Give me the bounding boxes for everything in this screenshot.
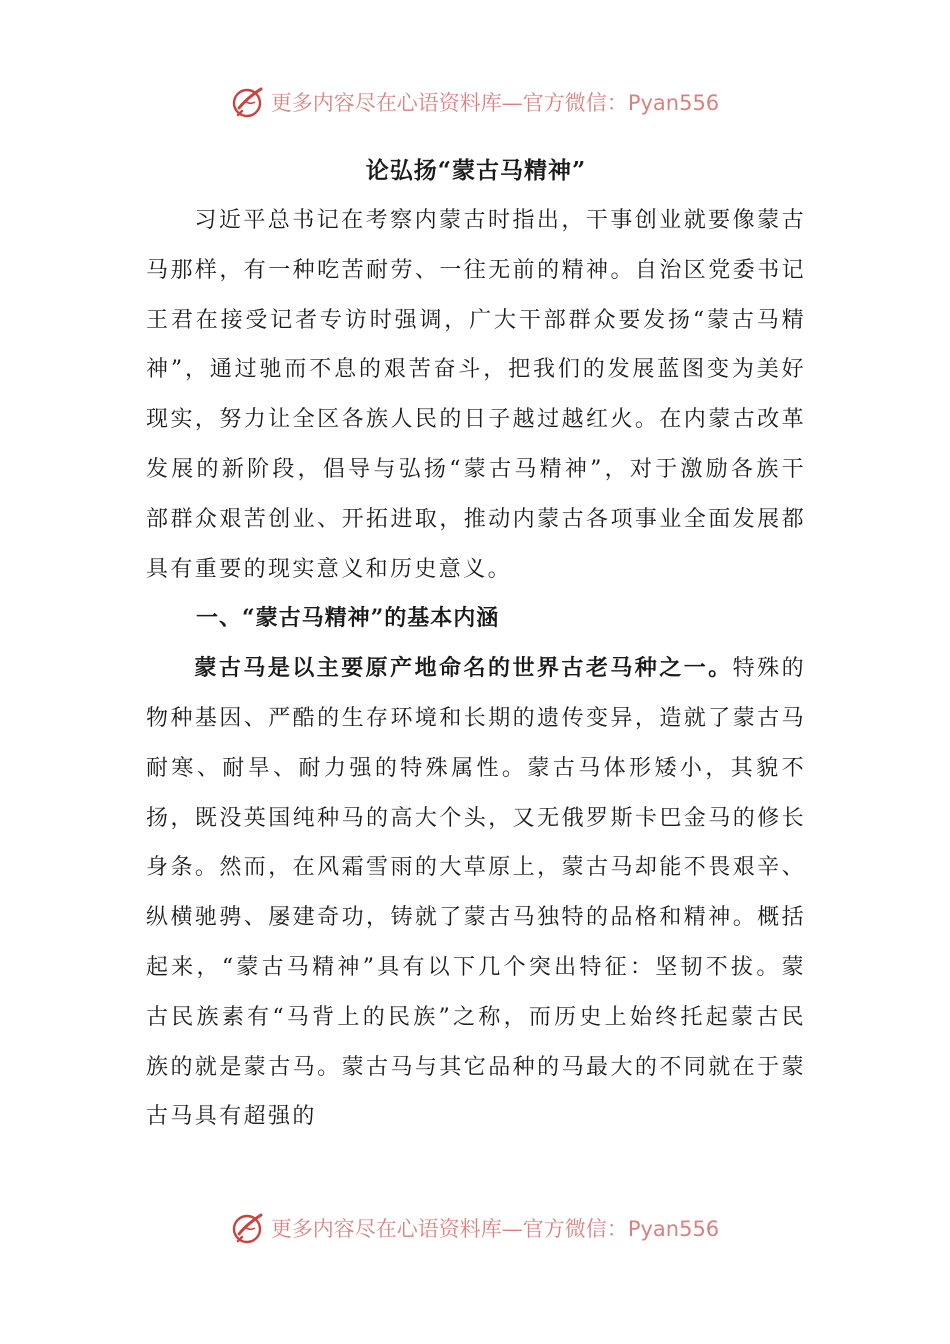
pen-logo-icon — [231, 84, 267, 120]
watermark-text: 更多内容尽在心语资料库—官方微信：Pyan556 — [270, 1217, 720, 1241]
watermark-banner-top — [0, 82, 950, 122]
document-title: 论弘扬“蒙古马精神” — [365, 157, 587, 184]
pen-logo-icon — [231, 1210, 267, 1246]
document-body — [146, 146, 806, 1142]
paragraph-body-text: 特殊的物种基因、严酷的生存环境和长期的遗传变异，造就了蒙古马耐寒、耐旱、耐力强的特殊属性。蒙古马体形矮小，其貌不扬，既没英国纯种马的高大个头，又无俄罗斯卡巴金马的修长身条。然而，在风霜雪雨的大草原上，蒙古马却能不畏艰辛、纵横驰骋、屡建奇功，铸就了蒙古马独特的品格和精神。概括起来，“蒙古马精神”具有以下几个突出特征：坚韧不拔。蒙古民族素有“马背上的民族”之称，而历史上始终托起蒙古民族的就是蒙古马。蒙古马与其它品种的马最大的不同就在于蒙古马具有超强的 — [146, 656, 806, 1130]
section-heading-1: 一、“蒙古马精神”的基本内涵 — [196, 605, 500, 632]
watermark-banner-bottom — [0, 1208, 950, 1248]
paragraph-lead-sentence: 蒙古马是以主要原产地命名的世界古老马种之一。 — [194, 655, 733, 682]
paragraph-section-1 — [146, 644, 806, 1142]
paragraph-intro: 习近平总书记在考察内蒙古时指出，干事创业就要像蒙古马那样，有一种吃苦耐劳、一往无前的精神。自治区党委书记王君在接受记者专访时强调，广大干部群众要发扬“蒙古马精神”，通过驰而不息的艰苦奋斗，把我们的发展蓝图变为美好现实，努力让全区各族人民的日子越过越红火。在内蒙古改革发展的新阶段，倡导与弘扬“蒙古马精神”，对于激励各族干部群众艰苦创业、开拓进取，推动内蒙古各项事业全面发展都具有重要的现实意义和历史意义。 — [146, 208, 806, 582]
watermark-text: 更多内容尽在心语资料库—官方微信：Pyan556 — [270, 91, 720, 115]
